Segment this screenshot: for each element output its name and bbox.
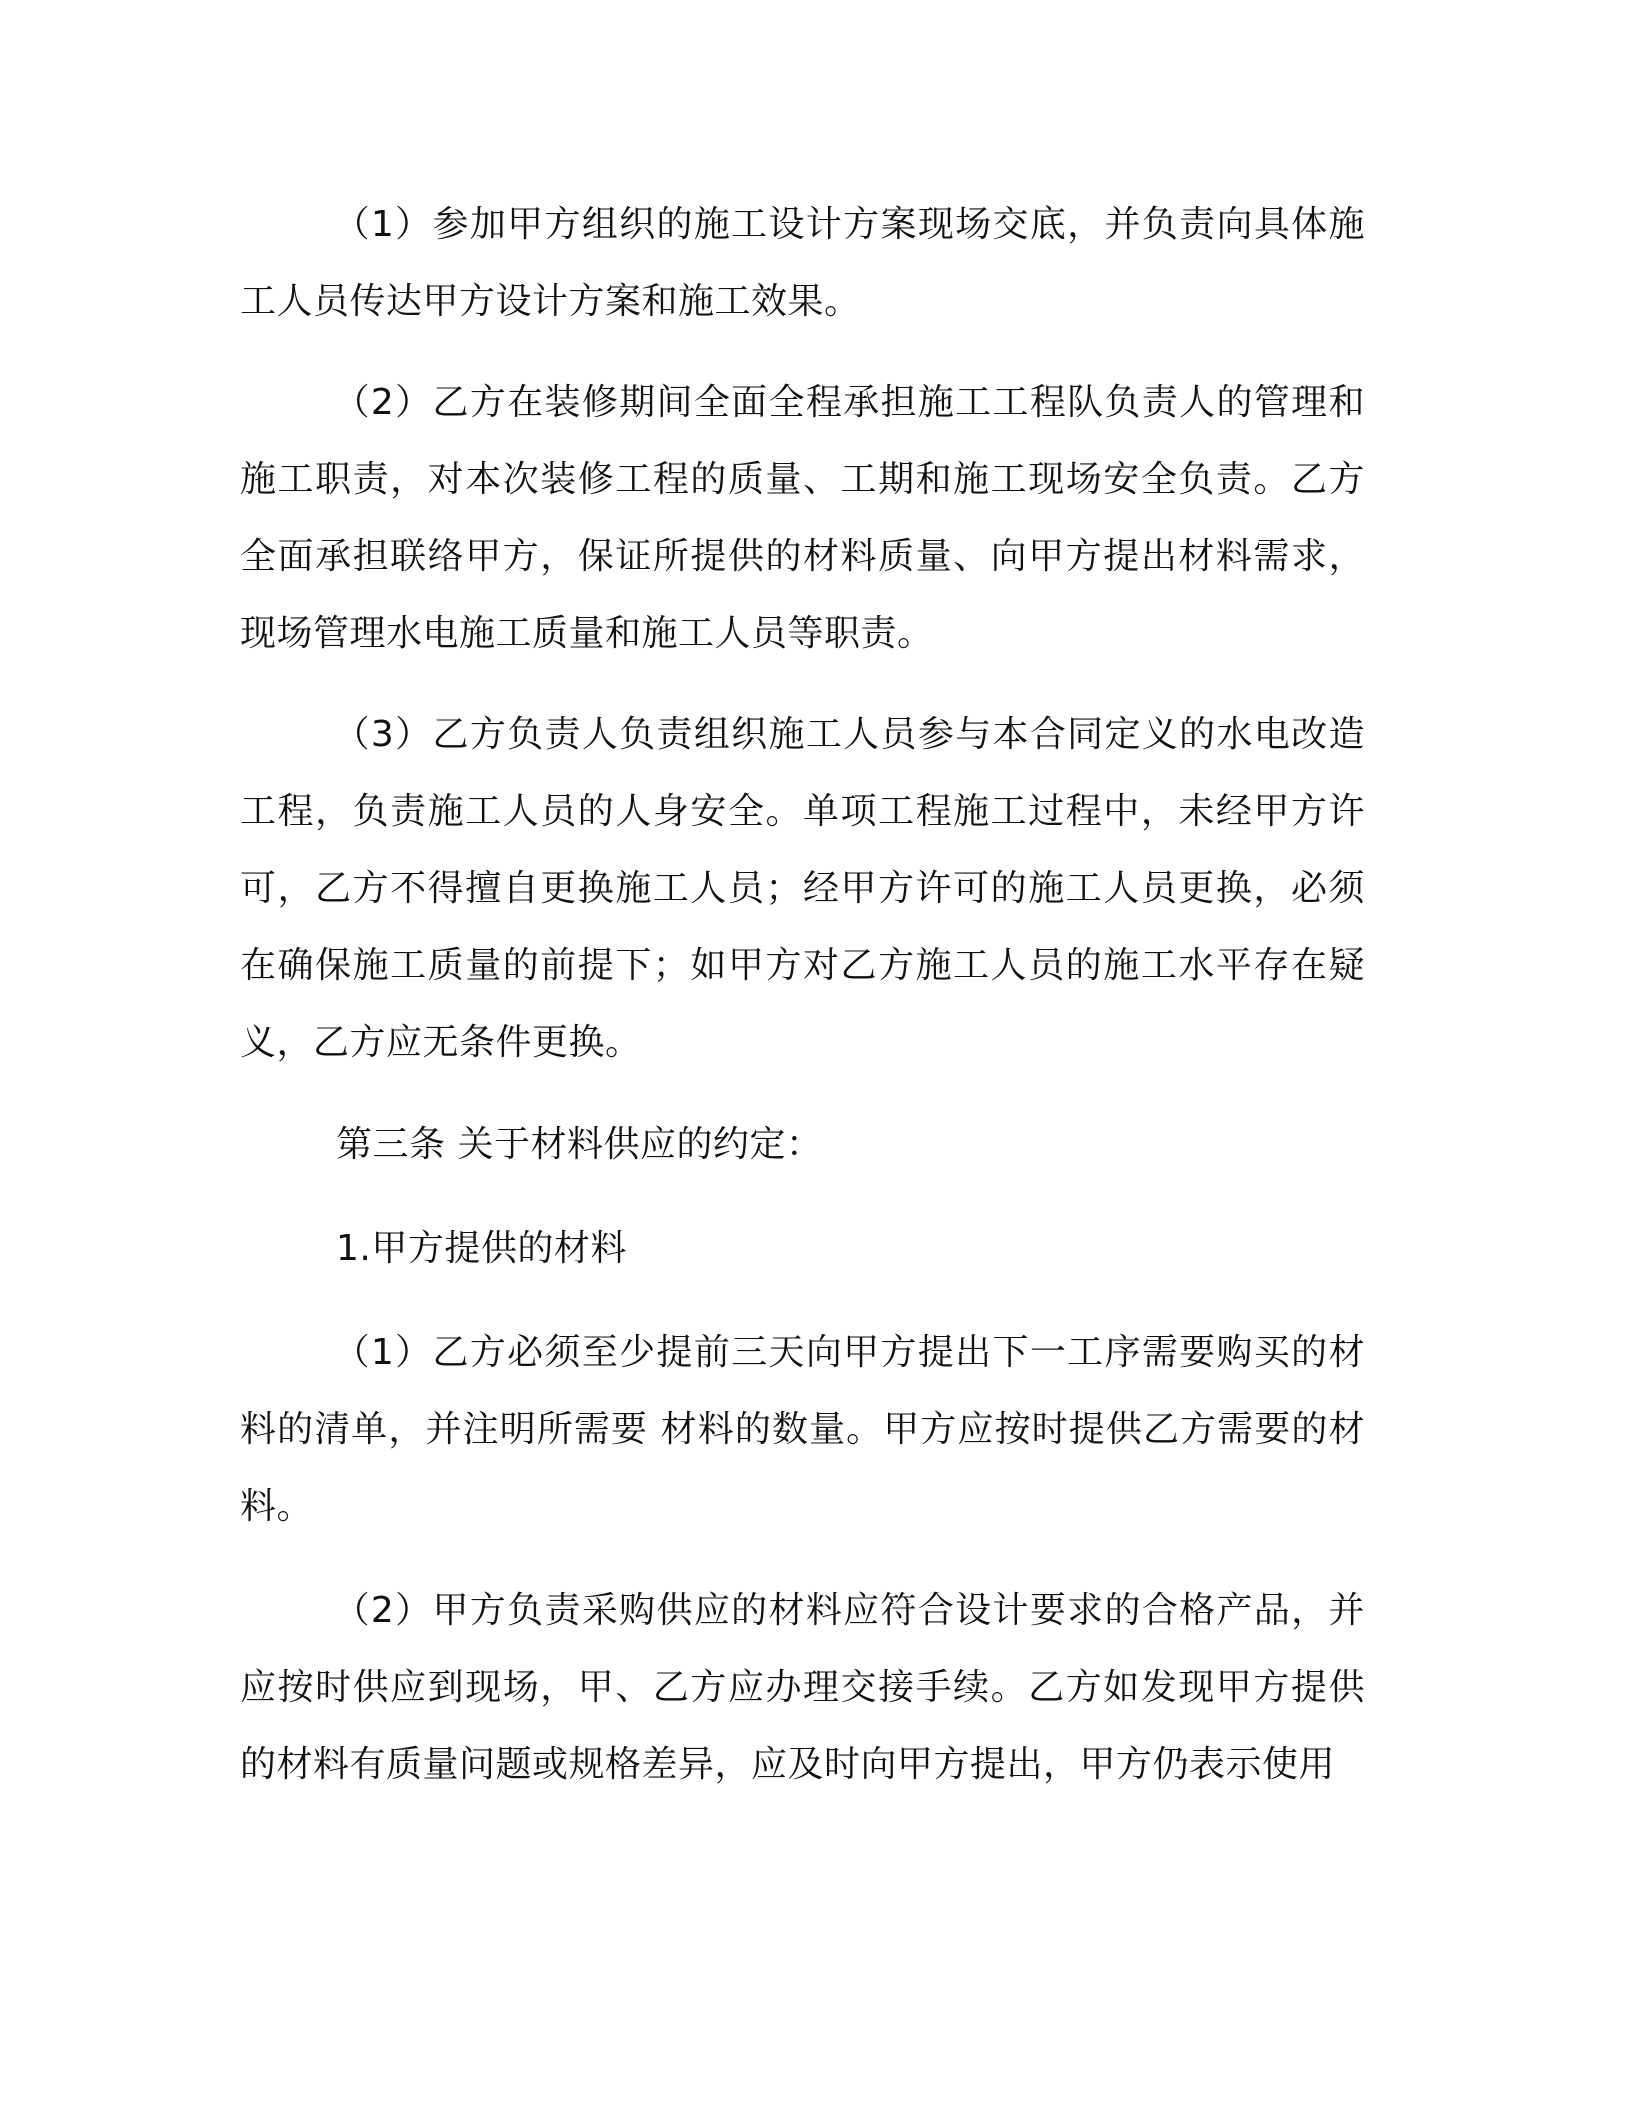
paragraph-clause-3: （3）乙方负责人负责组织施工人员参与本合同定义的水电改造工程，负责施工人员的人身安全。单项工程施工过程中，未经甲方许可，乙方不得擅自更换施工人员；经甲方许可的施工人员更换，必须在确保施工质量的前提下；如甲方对乙方施工人员的施工水平存在疑义，乙方应无条件更换。 bbox=[240, 714, 1365, 1063]
subsection-heading-party-a-materials: 1.甲方提供的材料 bbox=[336, 1228, 627, 1269]
paragraph-materials-1: （1）乙方必须至少提前三天向甲方提出下一工序需要购买的材料的清单，并注明所需要 材料的数量。甲方应按时提供乙方需要的材料。 bbox=[240, 1332, 1365, 1527]
paragraph-materials-2: （2）甲方负责采购供应的材料应符合设计要求的合格产品，并应按时供应到现场，甲、乙方应办理交接手续。乙方如发现甲方提供的材料有质量问题或规格差异，应及时向甲方提出，甲方仍表示使用 bbox=[240, 1590, 1365, 1785]
section-heading-article-3: 第三条 关于材料供应的约定： bbox=[336, 1124, 823, 1165]
paragraph-clause-1: （1）参加甲方组织的施工设计方案现场交底，并负责向具体施工人员传达甲方设计方案和施工效果。 bbox=[240, 204, 1365, 322]
paragraph-clause-2: （2）乙方在装修期间全面全程承担施工工程队负责人的管理和施工职责，对本次装修工程的质量、工期和施工现场安全负责。乙方全面承担联络甲方，保证所提供的材料质量、向甲方提出材料需求，现场管理水电施工质量和施工人员等职责。 bbox=[240, 382, 1365, 654]
